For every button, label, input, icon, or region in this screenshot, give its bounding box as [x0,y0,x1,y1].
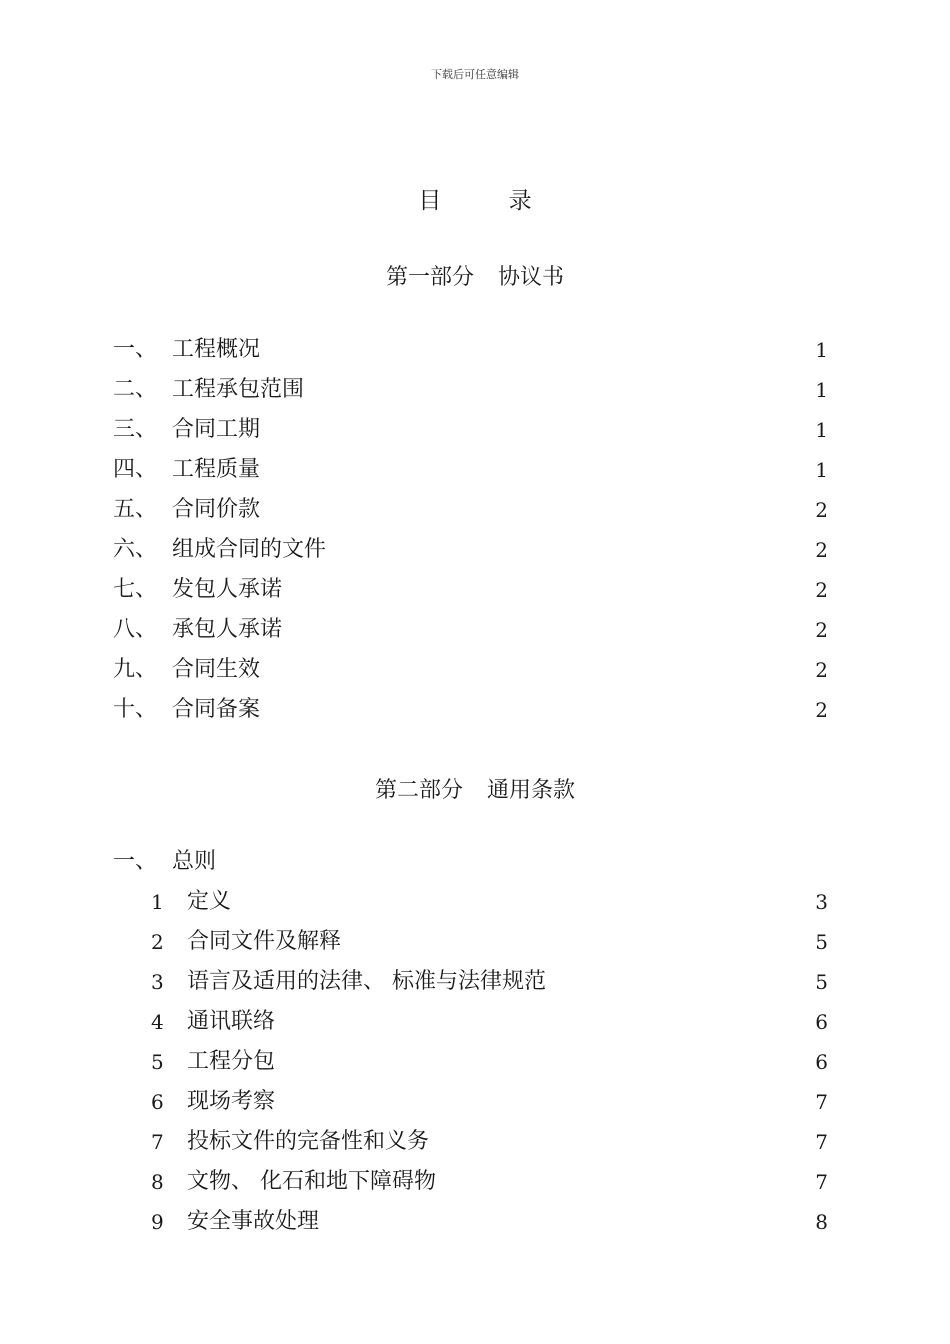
toc-entry-page: 3 [815,890,828,914]
chapter-number: 一、 [113,849,158,874]
toc-entry-page: 2 [815,578,828,602]
toc-entry-number: 8 [151,1170,164,1194]
toc-entry-page: 8 [815,1210,828,1234]
toc-entry-label: 发包人承诺 [172,577,283,602]
toc-entry-label: 合同备案 [172,697,261,722]
toc-entry-label: 文物、 化石和地下障碍物 [187,1169,436,1194]
chapter-heading[interactable] [0,842,950,882]
toc-entry-label: 通讯联络 [187,1009,276,1034]
toc-entry[interactable] [0,490,950,530]
toc-entry[interactable] [0,530,950,570]
toc-entry-number: 1 [151,890,164,914]
toc-entry-number: 5 [151,1050,164,1074]
toc-entry[interactable] [0,1042,950,1082]
toc-entry[interactable] [0,650,950,690]
toc-entry[interactable] [0,570,950,610]
toc-entry-page: 1 [815,418,828,442]
toc-entry-label: 语言及适用的法律、 标准与法律规范 [187,969,546,994]
part2-heading [0,773,950,804]
toc-entry[interactable] [0,410,950,450]
toc-entry-label: 承包人承诺 [172,617,283,642]
toc-entry-label: 安全事故处理 [187,1209,320,1234]
part2-subtitle: 通用条款 [487,778,576,803]
toc-entry[interactable] [0,370,950,410]
toc-entry[interactable] [0,882,950,922]
toc-entry-number: 五、 [113,497,158,522]
toc-entry-number: 七、 [113,577,158,602]
toc-entry-number: 6 [151,1090,164,1114]
toc-entry[interactable] [0,1122,950,1162]
chapter-label: 总则 [172,849,217,874]
toc-entry-page: 7 [815,1170,828,1194]
toc-entry[interactable] [0,690,950,730]
toc-entry-page: 2 [815,698,828,722]
toc-entry-label: 工程概况 [172,337,261,362]
toc-entry-number: 六、 [113,537,158,562]
toc-entry-label: 合同工期 [172,417,261,442]
toc-entry-page: 1 [815,338,828,362]
toc-entry-label: 工程分包 [187,1049,276,1074]
toc-title [0,182,950,215]
toc-entry-number: 八、 [113,617,158,642]
toc-entry-label: 投标文件的完备性和义务 [187,1129,430,1154]
toc-entry[interactable] [0,330,950,370]
toc-entry-page: 2 [815,658,828,682]
toc-entry[interactable] [0,962,950,1002]
toc-entry[interactable] [0,1002,950,1042]
toc-entry[interactable] [0,1162,950,1202]
toc-entry-number: 3 [151,970,164,994]
toc-entry-label: 工程质量 [172,457,261,482]
toc-entry[interactable] [0,610,950,650]
toc-entry-page: 2 [815,538,828,562]
toc-entry-page: 5 [815,970,828,994]
toc-entry-label: 合同生效 [172,657,261,682]
toc-entry-page: 6 [815,1050,828,1074]
toc-entry-page: 6 [815,1010,828,1034]
toc-entry-number: 2 [151,930,164,954]
part1-subtitle: 协议书 [498,265,565,290]
toc-entry-number: 7 [151,1130,164,1154]
toc-entry-page: 5 [815,930,828,954]
toc-entry-number: 三、 [113,417,158,442]
toc-title-right: 录 [508,188,532,214]
toc-entry[interactable] [0,1082,950,1122]
toc-entry-number: 四、 [113,457,158,482]
part1-title: 第一部分 [385,265,474,290]
header-note: 下载后可任意编辑 [431,68,519,81]
toc-entry-number: 一、 [113,337,158,362]
toc-entry-page: 7 [815,1130,828,1154]
toc-entry-page: 7 [815,1090,828,1114]
toc-entry-label: 工程承包范围 [172,377,305,402]
toc-entry[interactable] [0,922,950,962]
toc-entry-number: 9 [151,1210,164,1234]
toc-entry-label: 合同价款 [172,497,261,522]
toc-entry-label: 组成合同的文件 [172,537,327,562]
toc-entry-page: 1 [815,458,828,482]
toc-entry-page: 2 [815,618,828,642]
toc-entry-page: 1 [815,378,828,402]
toc-entry[interactable] [0,450,950,490]
toc-title-left: 目 [418,188,442,214]
toc-entry-number: 九、 [113,657,158,682]
toc-entry[interactable] [0,1202,950,1242]
toc-entry-number: 4 [151,1010,164,1034]
toc-entry-label: 合同文件及解释 [187,929,342,954]
toc-entry-number: 二、 [113,377,158,402]
part2-title: 第二部分 [374,778,463,803]
toc-entry-label: 现场考察 [187,1089,276,1114]
toc-entry-label: 定义 [187,889,232,914]
toc-entry-page: 2 [815,498,828,522]
part1-heading [0,260,950,291]
toc-entry-number: 十、 [113,697,158,722]
